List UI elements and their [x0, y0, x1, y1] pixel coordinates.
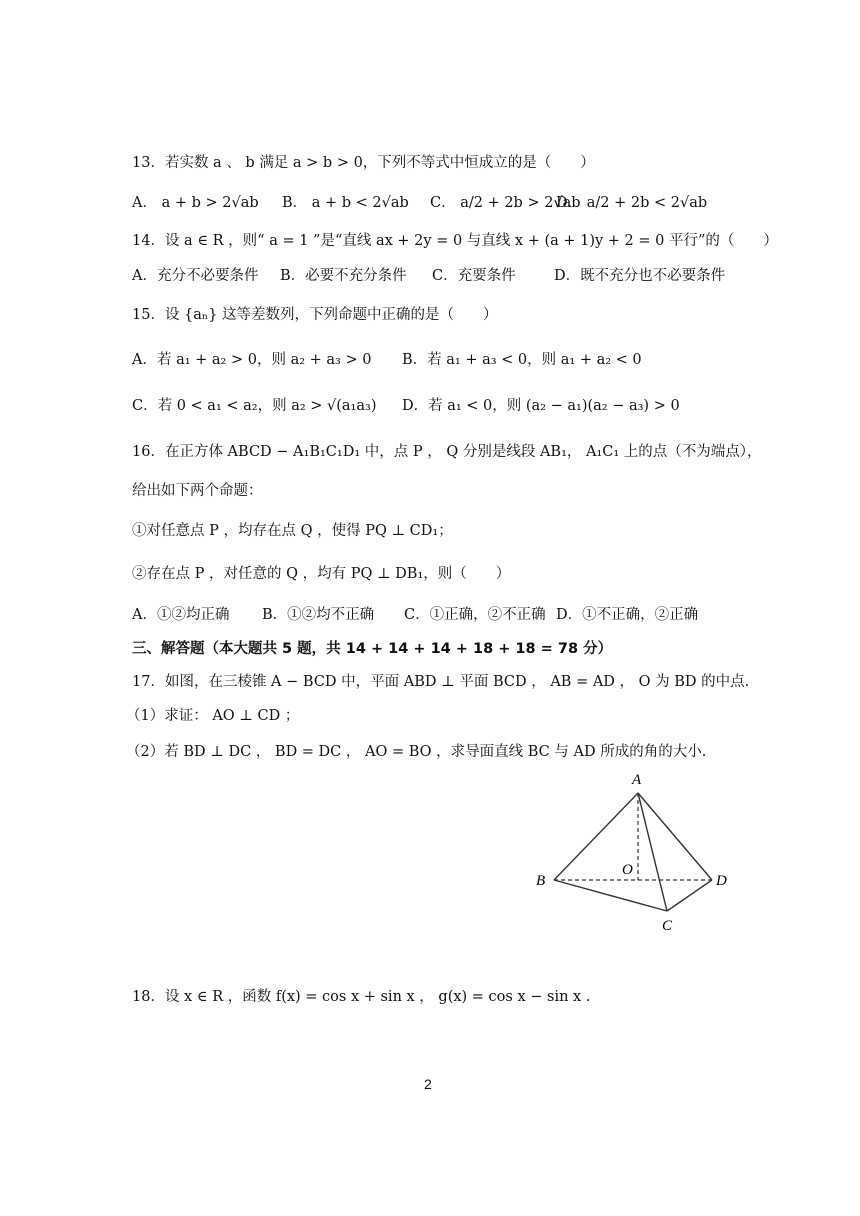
label-d: D — [716, 873, 727, 889]
q16-stem-continued: 给出如下两个命题： — [132, 483, 263, 499]
edge-cd — [667, 880, 712, 911]
q14-option-a: A．充分不必要条件 — [132, 268, 259, 284]
q16-option-b: B．①②均不正确 — [262, 607, 375, 623]
label-o: O — [622, 862, 633, 878]
q18-stem: 18．设 x ∈ R ，函数 f(x) = cos x + sin x ， g(x) = cos x − sin x . — [132, 989, 591, 1005]
q16-proposition-1: ①对任意点 P ，均存在点 Q ，使得 PQ ⊥ CD₁； — [132, 523, 453, 539]
q17-part-2: （2）若 BD ⊥ DC ， BD = DC ， AO = BO ，求导面直线 BC 与 AD 所成的角的大小. — [126, 744, 707, 760]
label-c: C — [662, 918, 673, 934]
page-number: 2 — [424, 1076, 432, 1092]
q15-stem: 15．设 {aₙ} 这等差数列，下列命题中正确的是（ ） — [132, 307, 498, 323]
q16-stem: 16．在正方体 ABCD − A₁B₁C₁D₁ 中，点 P ， Q 分别是线段 AB₁， A₁C₁ 上的点（不为端点）， — [132, 444, 762, 460]
q15-option-d: D．若 a₁ < 0，则 (a₂ − a₁)(a₂ − a₃) > 0 — [402, 398, 680, 414]
q14-option-c: C．充要条件 — [432, 268, 516, 284]
q16-option-c: C．①正确，②不正确 — [404, 607, 546, 623]
q16-option-a: A．①②均正确 — [132, 607, 230, 623]
edge-bc — [554, 880, 667, 911]
q17-pyramid-figure — [520, 768, 740, 938]
q13-option-c: C． a/2 + 2b > 2√ab — [430, 195, 581, 211]
q13-stem: 13．若实数 a 、 b 满足 a > b > 0，下列不等式中恒成立的是（ ） — [132, 155, 595, 171]
q14-option-d: D．既不充分也不必要条件 — [554, 268, 726, 284]
q13-option-d: D． a/2 + 2b < 2√ab — [556, 195, 708, 211]
q15-option-b: B．若 a₁ + a₃ < 0，则 a₁ + a₂ < 0 — [402, 352, 642, 368]
q17-part-1: （1）求证： AO ⊥ CD ； — [126, 708, 300, 724]
q17-stem: 17．如图，在三棱锥 A − BCD 中，平面 ABD ⊥ 平面 BCD ， AB = AD ， O 为 BD 的中点. — [132, 674, 750, 690]
label-b: B — [536, 873, 546, 889]
label-a: A — [632, 772, 642, 788]
q13-option-b: B． a + b < 2√ab — [282, 195, 409, 211]
q14-stem: 14．设 a ∈ R ，则“ a = 1 ”是“直线 ax + 2y = 0 与直线 x + (a + 1)y + 2 = 0 平行”的（ ） — [132, 233, 778, 249]
q16-proposition-2: ②存在点 P ，对任意的 Q ，均有 PQ ⊥ DB₁，则（ ） — [132, 566, 511, 582]
q16-option-d: D．①不正确，②正确 — [556, 607, 699, 623]
q14-option-b: B．必要不充分条件 — [280, 268, 407, 284]
q13-option-a: A． a + b > 2√ab — [132, 195, 259, 211]
q15-option-a: A．若 a₁ + a₂ > 0，则 a₂ + a₃ > 0 — [132, 352, 372, 368]
section-3-heading: 三、解答题（本大题共 5 题，共 14 + 14 + 14 + 18 + 18 = 78 分） — [132, 641, 613, 657]
q15-option-c: C．若 0 < a₁ < a₂，则 a₂ > √(a₁a₃) — [132, 398, 377, 414]
